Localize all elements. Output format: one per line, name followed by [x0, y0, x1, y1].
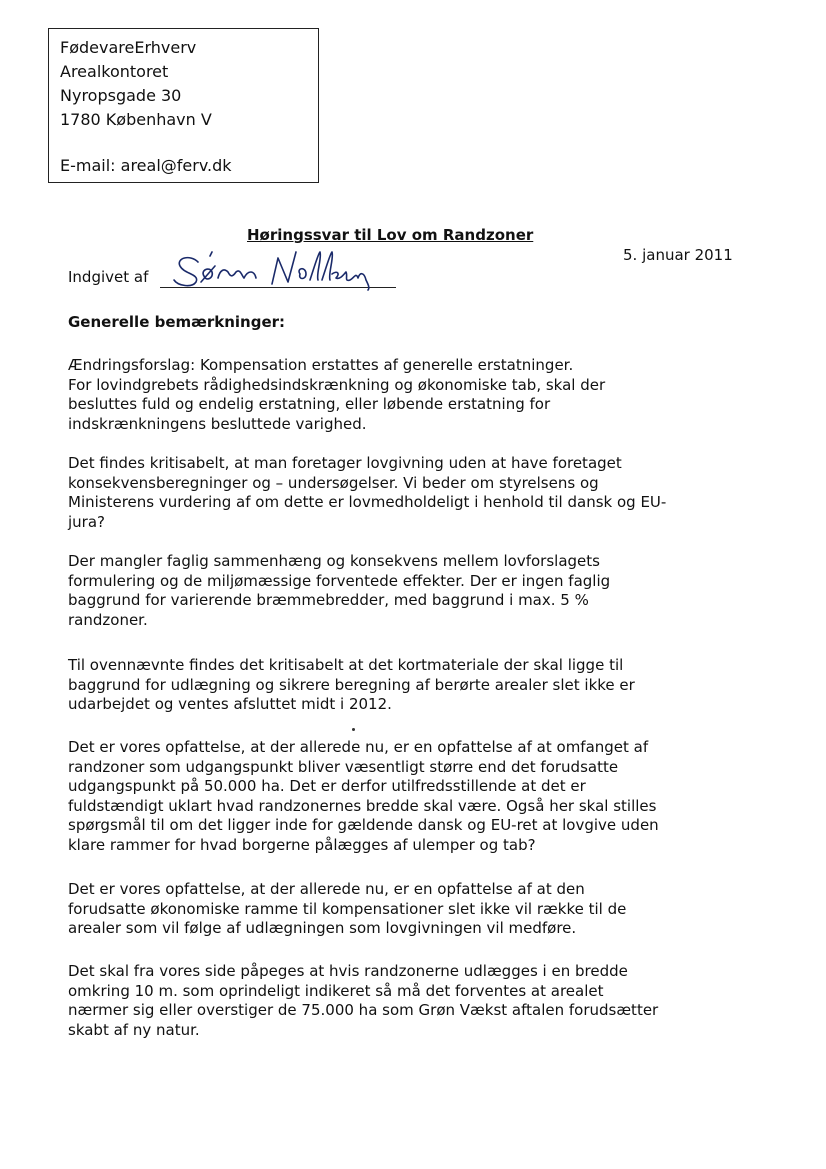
- paragraph-line: skabt af ny natur.: [68, 1020, 200, 1039]
- paragraph-line: arealer som vil følge af udlægningen som lovgivningen vil medføre.: [68, 919, 577, 937]
- paragraph-line: baggrund for varierende bræmmebredder, med baggrund i max. 5 %: [68, 591, 589, 609]
- paragraph-2: [68, 454, 758, 532]
- stray-dot: [352, 728, 355, 731]
- handwritten-signature: [170, 244, 380, 292]
- paragraph-line: spørgsmål til om det ligger inde for gældende dansk og EU-ret at lovgive uden: [68, 816, 659, 834]
- address-line-3: Nyropsgade 30: [60, 86, 182, 105]
- address-line-2: Arealkontoret: [60, 62, 169, 81]
- paragraph-7: [68, 962, 758, 1040]
- address-line-1: FødevareErhverv: [60, 38, 197, 57]
- submitted-by-label: Indgivet af: [68, 268, 149, 286]
- paragraph-line: jura?: [68, 512, 105, 531]
- paragraph-line: forudsatte økonomiske ramme til kompensationer slet ikke vil række til de: [68, 899, 627, 918]
- document-date: 5. januar 2011: [623, 246, 733, 264]
- paragraph-3: [68, 552, 758, 630]
- paragraph-line: besluttes fuld og endelig erstatning, eller løbende erstatning for: [68, 395, 551, 413]
- paragraph-line: indskrænkningens besluttede varighed.: [68, 414, 367, 433]
- paragraph-line: Der mangler faglig sammenhæng og konsekvens mellem lovforslagets: [68, 552, 600, 570]
- paragraph-line: randzoner som udgangspunkt bliver væsentligt større end det forudsatte: [68, 757, 619, 776]
- paragraph-line: Ændringsforslag: Kompensation erstattes af generelle erstatninger.: [68, 356, 574, 374]
- paragraph-5: [68, 738, 758, 855]
- paragraph-line: fuldstændigt uklart hvad randzonernes bredde skal være. Også her skal stilles: [68, 796, 657, 815]
- paragraph-line: For lovindgrebets rådighedsindskrænkning og økonomiske tab, skal der: [68, 375, 606, 394]
- paragraph-line: udgangspunkt på 50.000 ha. Det er derfor utilfredsstillende at det er: [68, 777, 586, 795]
- address-box: [48, 28, 319, 183]
- paragraph-line: randzoner.: [68, 610, 148, 629]
- paragraph-4: [68, 656, 758, 715]
- paragraph-line: Det skal fra vores side påpeges at hvis randzonerne udlægges i en bredde: [68, 962, 628, 980]
- paragraph-line: formulering og de miljømæssige forventede effekter. Der er ingen faglig: [68, 571, 611, 590]
- paragraph-1: [68, 356, 758, 434]
- paragraph-line: klare rammer for hvad borgerne pålægges af ulemper og tab?: [68, 835, 536, 854]
- paragraph-line: Det findes kritisabelt, at man foretager lovgivning uden at have foretaget: [68, 454, 622, 472]
- paragraph-line: Det er vores opfattelse, at der allerede nu, er en opfattelse af at omfanget af: [68, 738, 649, 756]
- document-title: Høringssvar til Lov om Randzoner: [247, 226, 534, 244]
- paragraph-line: konsekvensberegninger og – undersøgelser. Vi beder om styrelsens og: [68, 473, 599, 492]
- paragraph-line: Til ovennævnte findes det kritisabelt at det kortmateriale der skal ligge til: [68, 656, 624, 674]
- address-line-4: 1780 København V: [60, 110, 212, 129]
- paragraph-line: baggrund for udlægning og sikrere beregning af berørte arealer slet ikke er: [68, 675, 635, 694]
- section-heading: Generelle bemærkninger:: [68, 313, 286, 331]
- paragraph-6: [68, 880, 758, 939]
- paragraph-line: omkring 10 m. som oprindeligt indikeret så må det forventes at arealet: [68, 981, 604, 1000]
- address-email: E-mail: areal@ferv.dk: [60, 156, 232, 175]
- paragraph-line: nærmer sig eller overstiger de 75.000 ha som Grøn Vækst aftalen forudsætter: [68, 1001, 659, 1019]
- paragraph-line: Det er vores opfattelse, at der allerede nu, er en opfattelse af at den: [68, 880, 585, 898]
- paragraph-line: Ministerens vurdering af om dette er lovmedholdeligt i henhold til dansk og EU-: [68, 493, 667, 511]
- paragraph-line: udarbejdet og ventes afsluttet midt i 2012.: [68, 695, 392, 713]
